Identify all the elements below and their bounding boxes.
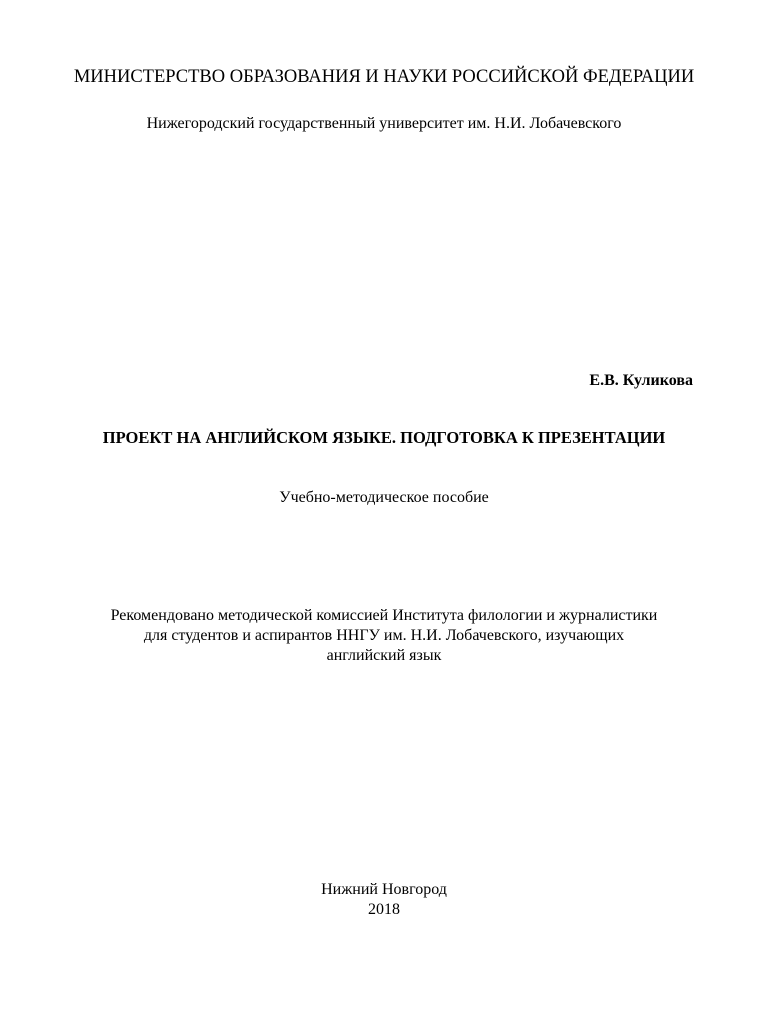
recommendation-block — [0, 606, 768, 666]
author-name: Е.В. Куликова — [589, 372, 693, 389]
recommendation-line: для студентов и аспирантов ННГУ им. Н.И. Лобачевского, изучающих — [143, 627, 625, 644]
publication-year: 2018 — [368, 901, 400, 918]
ministry-heading: МИНИСТЕРСТВО ОБРАЗОВАНИЯ И НАУКИ РОССИЙСКОЙ ФЕДЕРАЦИИ — [73, 67, 695, 87]
imprint-block — [0, 880, 768, 920]
university-name: Нижегородский государственный университет им. Н.И. Лобачевского — [146, 115, 622, 132]
document-title: ПРОЕКТ НА АНГЛИЙСКОМ ЯЗЫКЕ. ПОДГОТОВКА К ПРЕЗЕНТАЦИИ — [102, 428, 666, 447]
recommendation-line: английский язык — [326, 647, 442, 664]
recommendation-line: Рекомендовано методической комиссией Института филологии и журналистики — [110, 607, 658, 624]
city-name: Нижний Новгород — [321, 881, 447, 898]
document-subtitle: Учебно-методическое пособие — [279, 489, 489, 506]
